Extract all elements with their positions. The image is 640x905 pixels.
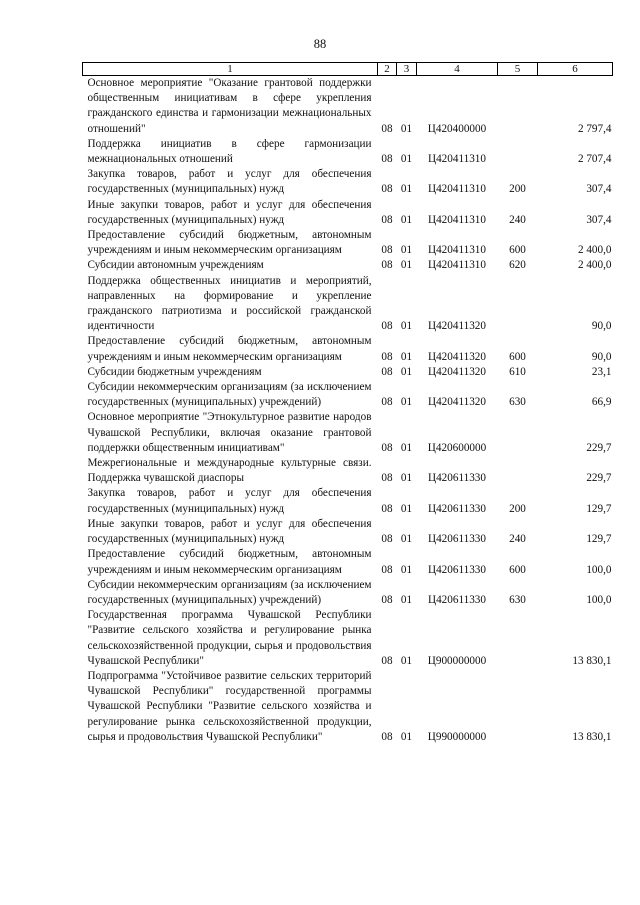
table-row xyxy=(83,274,613,335)
row-amount: 13 830,1 xyxy=(572,654,612,667)
row-amount: 13 830,1 xyxy=(572,730,612,743)
row-name: Основное мероприятие "Этнокультурное развитие народов Чувашской Республики, включая оказание грантовой поддержки общественным инициативам" xyxy=(87,411,372,454)
row-amount: 129,7 xyxy=(586,533,612,546)
row-amount: 66,9 xyxy=(591,396,612,409)
row-subsection: 01 xyxy=(400,244,413,257)
row-target-code: Ц420411320 xyxy=(427,350,486,363)
row-expense-type: 200 xyxy=(509,502,526,515)
row-target-code: Ц420611330 xyxy=(427,533,486,546)
column-header-6: 6 xyxy=(538,63,613,76)
row-section: 08 xyxy=(381,654,393,667)
row-target-code: Ц420411320 xyxy=(427,320,486,333)
row-expense-type: 240 xyxy=(509,213,526,226)
table-row xyxy=(83,669,613,745)
row-subsection: 01 xyxy=(400,441,413,454)
row-name: Государственная программа Чувашской Республики "Развитие сельского хозяйства и регулирование рынка сельскохозяйственной продукции, сырья и продовольствия Чувашской Республики" xyxy=(87,609,372,667)
row-section: 08 xyxy=(381,259,393,272)
table-row xyxy=(83,137,613,167)
row-expense-type xyxy=(498,274,538,335)
row-section: 08 xyxy=(381,502,393,515)
row-subsection: 01 xyxy=(400,730,413,743)
row-name: Закупка товаров, работ и услуг для обеспечения государственных (муниципальных) нужд xyxy=(87,487,372,515)
table-row xyxy=(83,608,613,669)
row-name: Субсидии автономным учреждениям xyxy=(87,259,264,272)
row-section: 08 xyxy=(381,153,393,166)
row-amount: 2 707,4 xyxy=(577,153,612,166)
row-section: 08 xyxy=(381,533,393,546)
row-expense-type: 620 xyxy=(509,259,526,272)
row-target-code: Ц420411320 xyxy=(427,365,486,378)
row-subsection: 01 xyxy=(400,563,413,576)
row-name: Поддержка инициатив в сфере гармонизации межнациональных отношений xyxy=(87,137,372,166)
row-amount: 2 797,4 xyxy=(577,122,612,135)
row-target-code: Ц420411310 xyxy=(427,153,486,166)
row-subsection: 01 xyxy=(400,350,413,363)
table-header xyxy=(83,63,613,76)
row-target-code: Ц420600000 xyxy=(427,441,487,454)
row-section: 08 xyxy=(381,122,393,135)
column-header-4: 4 xyxy=(417,63,498,76)
row-name: Субсидии некоммерческим организациям (за исключением государственных (муниципальных) учреждений) xyxy=(87,578,372,606)
row-amount: 229,7 xyxy=(586,441,612,454)
row-name: Закупка товаров, работ и услуг для обеспечения государственных (муниципальных) нужд xyxy=(87,168,372,196)
row-name: Субсидии бюджетным учреждениям xyxy=(87,365,262,378)
row-expense-type xyxy=(498,410,538,456)
row-subsection: 01 xyxy=(400,654,413,667)
row-expense-type xyxy=(498,456,538,486)
row-amount: 229,7 xyxy=(586,472,612,485)
row-subsection: 01 xyxy=(400,533,413,546)
row-section: 08 xyxy=(381,183,393,196)
row-amount: 2 400,0 xyxy=(577,244,612,257)
row-expense-type xyxy=(498,137,538,167)
row-subsection: 01 xyxy=(400,213,413,226)
row-section: 08 xyxy=(381,472,393,485)
row-amount: 23,1 xyxy=(591,365,612,378)
row-expense-type: 630 xyxy=(509,593,526,606)
row-name: Основное мероприятие "Оказание грантовой поддержки общественным инициативам в сфере укрепления гражданского единства и гармонизации межнациональных отношений" xyxy=(87,77,372,135)
table-row xyxy=(83,517,613,547)
row-target-code: Ц420411310 xyxy=(427,183,486,196)
row-amount: 100,0 xyxy=(586,563,612,576)
row-subsection: 01 xyxy=(400,472,413,485)
row-target-code: Ц420411310 xyxy=(427,244,486,257)
row-expense-type: 240 xyxy=(509,533,526,546)
row-section: 08 xyxy=(381,244,393,257)
row-name: Подпрограмма "Устойчивое развитие сельских территорий Чувашской Республики" государственной программы Чувашской Республики "Развитие сельского хозяйства и регулирование рынка сельскохозяйственной продукции, сырья и продовольствия Чувашской Республики" xyxy=(87,669,372,743)
row-name: Предоставление субсидий бюджетным, автономным учреждениям и иным некоммерческим организациям xyxy=(87,335,372,363)
row-subsection: 01 xyxy=(400,122,413,135)
row-target-code: Ц420411310 xyxy=(427,259,486,272)
row-name: Иные закупки товаров, работ и услуг для обеспечения государственных (муниципальных) нужд xyxy=(87,198,372,226)
page-number: 88 xyxy=(313,37,327,51)
row-amount: 90,0 xyxy=(591,350,612,363)
column-header-2: 2 xyxy=(378,63,397,76)
row-subsection: 01 xyxy=(400,396,413,409)
row-target-code: Ц420611330 xyxy=(427,472,486,485)
row-section: 08 xyxy=(381,441,393,454)
row-expense-type: 610 xyxy=(509,365,526,378)
row-target-code: Ц990000000 xyxy=(427,730,487,743)
row-section: 08 xyxy=(381,350,393,363)
row-subsection: 01 xyxy=(400,259,413,272)
row-section: 08 xyxy=(381,213,393,226)
row-subsection: 01 xyxy=(400,502,413,515)
column-header-3: 3 xyxy=(397,63,417,76)
column-header-5: 5 xyxy=(498,63,538,76)
table-row xyxy=(83,198,613,228)
row-subsection: 01 xyxy=(400,593,413,606)
row-section: 08 xyxy=(381,320,393,333)
row-expense-type xyxy=(498,76,538,137)
row-section: 08 xyxy=(381,396,393,409)
header-row xyxy=(83,63,613,76)
row-section: 08 xyxy=(381,593,393,606)
row-name: Межрегиональные и международные культурные связи. Поддержка чувашской диаспоры xyxy=(87,457,372,485)
row-amount: 100,0 xyxy=(586,593,612,606)
column-header-1: 1 xyxy=(83,63,378,76)
row-name: Иные закупки товаров, работ и услуг для обеспечения государственных (муниципальных) нужд xyxy=(87,517,372,546)
table-row xyxy=(83,258,613,273)
row-section: 08 xyxy=(381,730,393,743)
row-amount: 90,0 xyxy=(591,320,612,333)
row-expense-type: 600 xyxy=(509,350,526,363)
table-row xyxy=(83,334,613,364)
row-target-code: Ц420611330 xyxy=(427,593,486,606)
row-amount: 307,4 xyxy=(586,183,612,196)
row-amount: 129,7 xyxy=(586,502,612,515)
table-row xyxy=(83,76,613,137)
row-target-code: Ц420411320 xyxy=(427,396,486,409)
row-section: 08 xyxy=(381,563,393,576)
row-target-code: Ц420611330 xyxy=(427,563,486,576)
table-row xyxy=(83,578,613,608)
table-row xyxy=(83,380,613,410)
row-target-code: Ц900000000 xyxy=(427,654,487,667)
row-target-code: Ц420400000 xyxy=(427,122,487,135)
row-expense-type: 200 xyxy=(509,183,526,196)
table-row xyxy=(83,410,613,456)
row-expense-type: 630 xyxy=(509,396,526,409)
row-target-code: Ц420411310 xyxy=(427,213,486,226)
row-name: Предоставление субсидий бюджетным, автономным учреждениям и иным некоммерческим организациям xyxy=(87,229,372,257)
row-amount: 2 400,0 xyxy=(577,259,612,272)
row-name: Субсидии некоммерческим организациям (за исключением государственных (муниципальных) учреждений) xyxy=(87,381,372,409)
row-expense-type xyxy=(498,669,538,745)
row-expense-type: 600 xyxy=(509,563,526,576)
table-row xyxy=(83,486,613,516)
row-subsection: 01 xyxy=(400,183,413,196)
budget-table xyxy=(82,62,613,745)
table-row xyxy=(83,456,613,486)
table-row xyxy=(83,228,613,258)
row-subsection: 01 xyxy=(400,365,413,378)
row-amount: 307,4 xyxy=(586,213,612,226)
row-section: 08 xyxy=(381,365,393,378)
row-subsection: 01 xyxy=(400,320,413,333)
table-row xyxy=(83,547,613,577)
row-expense-type xyxy=(498,608,538,669)
table-row xyxy=(83,167,613,197)
row-name: Поддержка общественных инициатив и мероприятий, направленных на формирование и укрепление гражданского патриотизма и российской гражданской идентичности xyxy=(87,274,372,333)
row-subsection: 01 xyxy=(400,153,413,166)
row-expense-type: 600 xyxy=(509,244,526,257)
table-row xyxy=(83,365,613,380)
table-body xyxy=(83,76,613,745)
row-name: Предоставление субсидий бюджетным, автономным учреждениям и иным некоммерческим организациям xyxy=(87,548,372,576)
row-target-code: Ц420611330 xyxy=(427,502,486,515)
